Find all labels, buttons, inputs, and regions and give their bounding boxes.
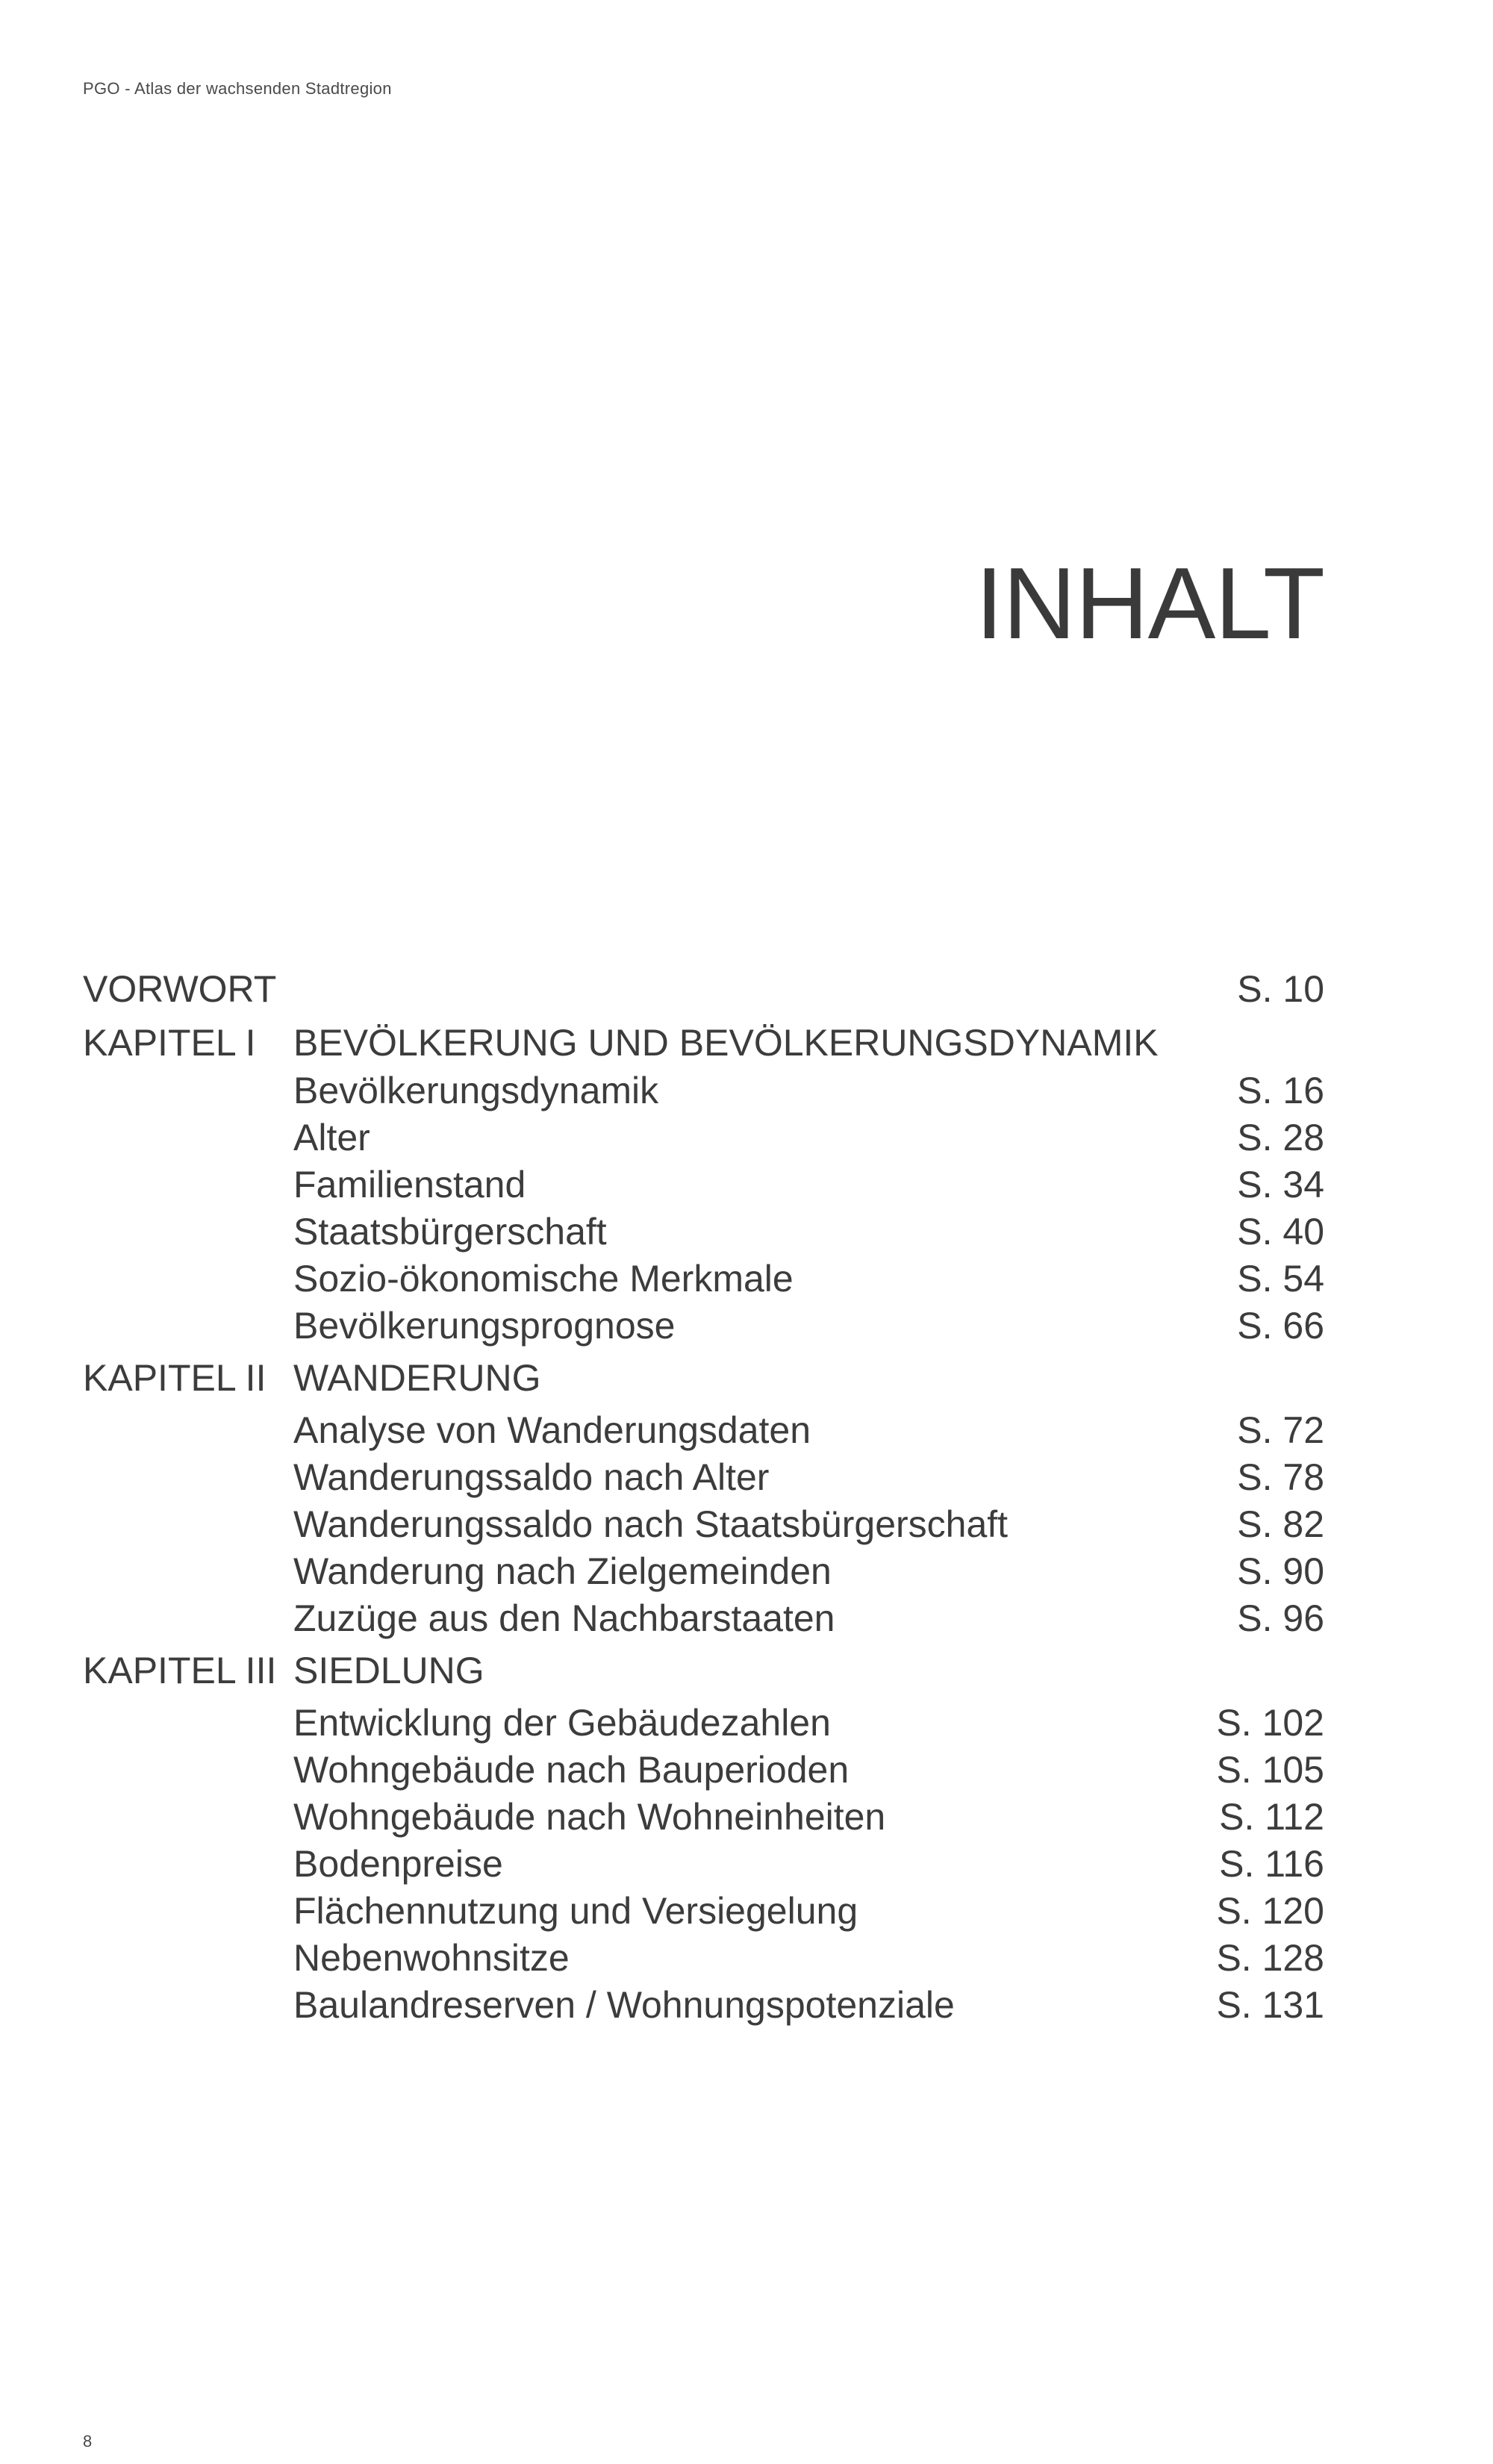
toc-entry-title: Wanderungssaldo nach Staatsbürgerschaft (293, 1503, 1009, 1545)
toc-entry[interactable] (83, 1501, 1324, 1548)
toc-entry[interactable] (83, 1114, 1324, 1161)
toc-entry[interactable] (83, 1595, 1324, 1642)
toc-entry-title: Baulandreserven / Wohnungspotenziale (293, 1984, 955, 2026)
toc-entry-title: Flächennutzung und Versiegelung (293, 1890, 858, 1932)
toc-entry[interactable] (83, 1303, 1324, 1350)
toc-entry-page: S. 128 (1216, 1937, 1324, 1979)
toc-entry-page: S. 16 (1237, 1070, 1324, 1111)
toc-entry-page: S. 112 (1219, 1796, 1324, 1838)
toc-entry[interactable] (83, 1161, 1324, 1208)
toc-entry[interactable] (83, 1888, 1324, 1935)
toc-entry[interactable] (83, 1256, 1324, 1303)
toc-entry-page: S. 66 (1237, 1305, 1324, 1347)
toc-chapter-2[interactable] (83, 1350, 1324, 1407)
toc-entry-title: Entwicklung der Gebäudezahlen (293, 1702, 831, 1744)
toc-entry-title: Zuzüge aus den Nachbarstaaten (293, 1597, 835, 1639)
chapter-title: WANDERUNG (293, 1357, 541, 1399)
toc-entry-title: Wanderungssaldo nach Alter (293, 1456, 770, 1498)
toc-vorwort[interactable] (83, 961, 1324, 1018)
toc-entry-title: Analyse von Wanderungsdaten (293, 1409, 811, 1451)
toc-entry-page: S. 78 (1237, 1456, 1324, 1498)
toc-entry-page: S. 131 (1216, 1984, 1324, 2026)
page-number: 8 (83, 2432, 93, 2451)
toc-entry[interactable] (83, 1794, 1324, 1841)
toc-entry-page: S. 116 (1219, 1843, 1324, 1885)
toc-entry-title: Wohngebäude nach Bauperioden (293, 1749, 850, 1791)
toc-entry-title: Bevölkerungsprognose (293, 1305, 676, 1347)
toc-entry-title: Wanderung nach Zielgemeinden (293, 1550, 832, 1592)
chapter-title: SIEDLUNG (293, 1650, 484, 1691)
toc-entry[interactable] (83, 1407, 1324, 1454)
toc-entry[interactable] (83, 1982, 1324, 2029)
toc-entry[interactable] (83, 1208, 1324, 1256)
toc-entry[interactable] (83, 1067, 1324, 1114)
toc-entry-page: S. 90 (1237, 1550, 1324, 1592)
toc-entry-title: Familienstand (293, 1164, 526, 1206)
toc-chapter-1[interactable] (83, 1018, 1324, 1067)
toc-vorwort-label: VORWORT (83, 968, 277, 1010)
toc-chapter-3[interactable] (83, 1642, 1324, 1700)
toc-entry-title: Sozio-ökonomische Merkmale (293, 1258, 794, 1300)
running-header: PGO - Atlas der wachsenden Stadtregion (83, 79, 392, 98)
toc-entry-title: Bodenpreise (293, 1843, 503, 1885)
toc-entry-title: Bevölkerungsdynamik (293, 1070, 659, 1111)
toc-entry[interactable] (83, 1548, 1324, 1595)
page-title: INHALT (975, 546, 1324, 660)
chapter-title: BEVÖLKERUNG UND BEVÖLKERUNGSDYNAMIK (293, 1022, 1159, 1064)
toc-entry-page: S. 120 (1216, 1890, 1324, 1932)
toc-vorwort-page: S. 10 (1237, 968, 1324, 1010)
toc-entry-title: Wohngebäude nach Wohneinheiten (293, 1796, 886, 1838)
chapter-label: KAPITEL I (83, 1022, 256, 1064)
table-of-contents (83, 961, 1324, 2029)
chapter-label: KAPITEL III (83, 1650, 277, 1691)
toc-entry-page: S. 102 (1216, 1702, 1324, 1744)
toc-entry-page: S. 28 (1237, 1117, 1324, 1158)
toc-entry[interactable] (83, 1454, 1324, 1501)
toc-entry-title: Staatsbürgerschaft (293, 1211, 607, 1253)
toc-entry-title: Alter (293, 1117, 370, 1158)
chapter-label: KAPITEL II (83, 1357, 267, 1399)
toc-entry[interactable] (83, 1935, 1324, 1982)
toc-entry-page: S. 72 (1237, 1409, 1324, 1451)
toc-entry-page: S. 96 (1237, 1597, 1324, 1639)
toc-entry[interactable] (83, 1747, 1324, 1794)
toc-entry-page: S. 82 (1237, 1503, 1324, 1545)
toc-entry-page: S. 105 (1216, 1749, 1324, 1791)
toc-entry[interactable] (83, 1700, 1324, 1747)
toc-entry[interactable] (83, 1841, 1324, 1888)
toc-entry-page: S. 54 (1237, 1258, 1324, 1300)
toc-entry-page: S. 34 (1237, 1164, 1324, 1206)
toc-entry-page: S. 40 (1237, 1211, 1324, 1253)
toc-entry-title: Nebenwohnsitze (293, 1937, 570, 1979)
